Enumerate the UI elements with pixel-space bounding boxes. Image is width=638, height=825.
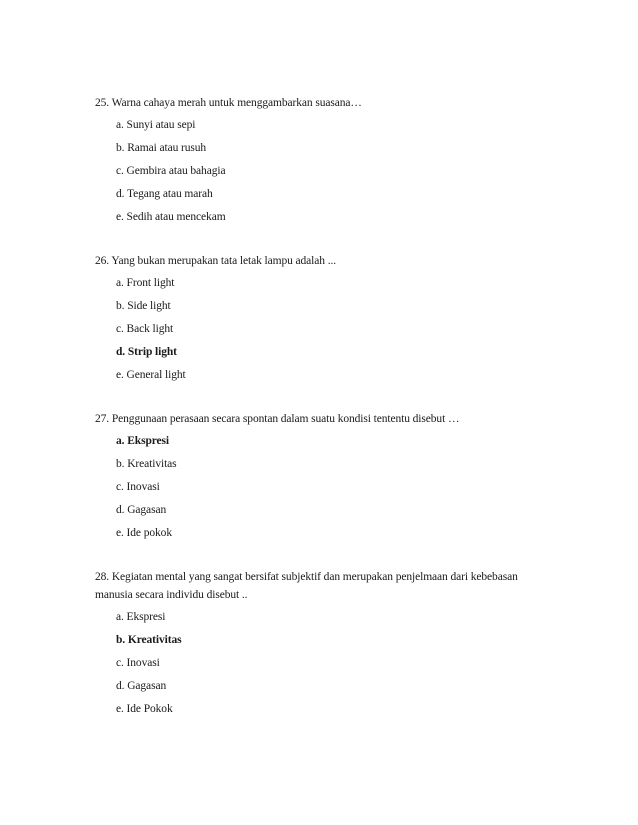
option-e: e. Sedih atau mencekam bbox=[116, 211, 226, 223]
option-a-answer: a. Ekspresi bbox=[116, 435, 170, 447]
option-d: d. Gagasan bbox=[116, 680, 167, 692]
option-c: c. Inovasi bbox=[116, 481, 160, 493]
option-b: b. Kreativitas bbox=[116, 458, 177, 470]
option-b: b. Ramai atau rusuh bbox=[116, 142, 207, 154]
option-e: e. General light bbox=[116, 369, 186, 381]
option-d-answer: d. Strip light bbox=[116, 346, 177, 358]
option-c: c. Inovasi bbox=[116, 657, 160, 669]
option-d: d. Tegang atau marah bbox=[116, 188, 213, 200]
option-c: c. Gembira atau bahagia bbox=[116, 165, 226, 177]
option-e: e. Ide Pokok bbox=[116, 703, 173, 715]
question-28 bbox=[95, 568, 555, 724]
question-27 bbox=[95, 410, 555, 548]
option-b: b. Side light bbox=[116, 300, 171, 312]
question-text: 27. Penggunaan perasaan secara spontan dalam suatu kondisi tententu disebut … bbox=[95, 413, 460, 425]
option-a: a. Sunyi atau sepi bbox=[116, 119, 196, 131]
option-a: a. Ekspresi bbox=[116, 611, 166, 623]
question-text: 26. Yang bukan merupakan tata letak lampu adalah ... bbox=[95, 255, 337, 267]
question-text: 25. Warna cahaya merah untuk menggambarkan suasana… bbox=[95, 97, 362, 109]
question-text: 28. Kegiatan mental yang sangat bersifat subjektif dan merupakan penjelmaan dari kebebasan manusia secara individu disebut .. bbox=[95, 571, 518, 601]
question-25 bbox=[95, 94, 555, 232]
question-26 bbox=[95, 252, 555, 390]
option-d: d. Gagasan bbox=[116, 504, 167, 516]
option-e: e. Ide pokok bbox=[116, 527, 172, 539]
option-b-answer: b. Kreativitas bbox=[116, 634, 182, 646]
option-c: c. Back light bbox=[116, 323, 174, 335]
option-a: a. Front light bbox=[116, 277, 175, 289]
